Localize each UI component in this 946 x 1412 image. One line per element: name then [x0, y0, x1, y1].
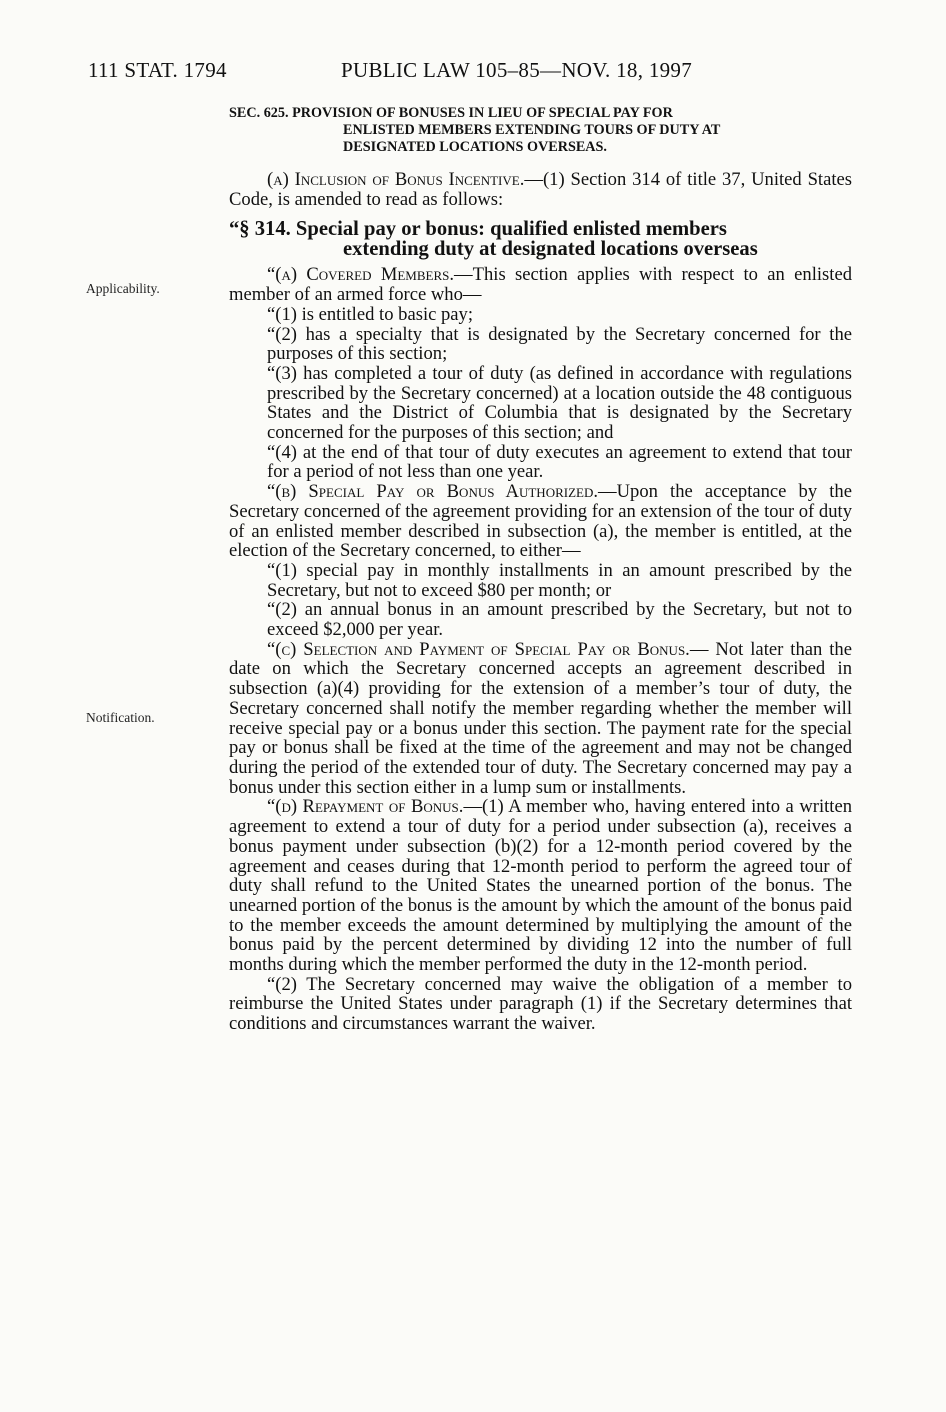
- margin-note-applicability: Applicability.: [86, 281, 160, 296]
- section-heading: SEC. 625. PROVISION OF BONUSES IN LIEU OF SPECIAL PAY FOR ENLISTED MEMBERS EXTENDING TOURS OF DUTY AT DESIGNATED LOCATIONS OVERSEAS.: [229, 105, 721, 155]
- subsection-d-repayment: “(d) Repayment of Bonus.—(1) A member who, having entered into a written agreement to extend a tour of duty for a period under subsection (a), receives a bonus payment under subsection (b)(2) for a 12-month period covered by the agreement and ceases during that 12-month period to perform the agreed tour of duty shall refund to the United States the unearned portion of the bonus. The unearned portion of the bonus is the amount by which the amount of the bonus paid to the member exceeds the amount determined by multiplying the amount of the bonus paid by the percent determined by dividing 12 into the number of full months during which the member performed the duty in the 12-month period.: [229, 796, 852, 976]
- paragraph-a2: “(2) has a specialty that is designated by the Secretary concerned for the purposes of this section;: [267, 323, 852, 365]
- margin-note-notification: Notification.: [86, 710, 155, 725]
- subsection-a-covered-members: “(a) Covered Members.—This section applies with respect to an enlisted member of an armed force who—: [229, 264, 852, 306]
- subsection-c-selection: “(c) Selection and Payment of Special Pay or Bonus.— Not later than the date on which the Secretary concerned accepts an agreement described in subsection (a)(4) providing for the extension of a member’s tour of duty, the Secretary concerned shall notify the member regarding whether the member will receive special pay or a bonus under this section. The payment rate for the special pay or bonus shall be fixed at the time of the agreement and may not be changed during the period of the extended tour of duty. The Secretary concerned may pay a bonus under this section either in a lump sum or installments.: [229, 638, 852, 798]
- subsection-b-authorized: “(b) Special Pay or Bonus Authorized.—Upon the acceptance by the Secretary concerned of the agreement providing for an extension of the tour of duty of an enlisted member described in subsection (a), the member is entitled, at the election of the Secretary concerned, to either—: [229, 481, 852, 562]
- document-body: [229, 105, 852, 1034]
- paragraph-a3: “(3) has completed a tour of duty (as defined in accordance with regulations prescribed by the Secretary concerned) at a location outside the 48 contiguous States and the District of Columbia that is designated by the Secretary concerned for the purposes of this section; and: [267, 362, 852, 444]
- paragraph-b1: “(1) special pay in monthly installments in an amount prescribed by the Secretary, but not to exceed $80 per month; or: [267, 559, 852, 601]
- statute-citation: 111 STAT. 1794: [88, 58, 227, 82]
- public-law-citation: PUBLIC LAW 105–85—NOV. 18, 1997: [341, 58, 693, 82]
- paragraph-a4: “(4) at the end of that tour of duty executes an agreement to extend that tour for a period of not less than one year.: [267, 441, 852, 483]
- page-header: [88, 58, 886, 88]
- paragraph-a1: “(1) is entitled to basic pay;: [267, 303, 474, 325]
- subsection-a-inclusion: (a) Inclusion of Bonus Incentive.—(1) Section 314 of title 37, United States Code, is amended to read as follows:: [229, 169, 852, 210]
- paragraph-d2: “(2) The Secretary concerned may waive the obligation of a member to reimburse the United States under paragraph (1) if the Secretary determines that conditions and circumstances warrant the waiver.: [229, 973, 852, 1035]
- paragraph-b2: “(2) an annual bonus in an amount prescribed by the Secretary, but not to exceed $2,000 per year.: [267, 599, 852, 641]
- section-314-title: “§ 314. Special pay or bonus: qualified enlisted members extending duty at designated locations overseas: [229, 218, 758, 261]
